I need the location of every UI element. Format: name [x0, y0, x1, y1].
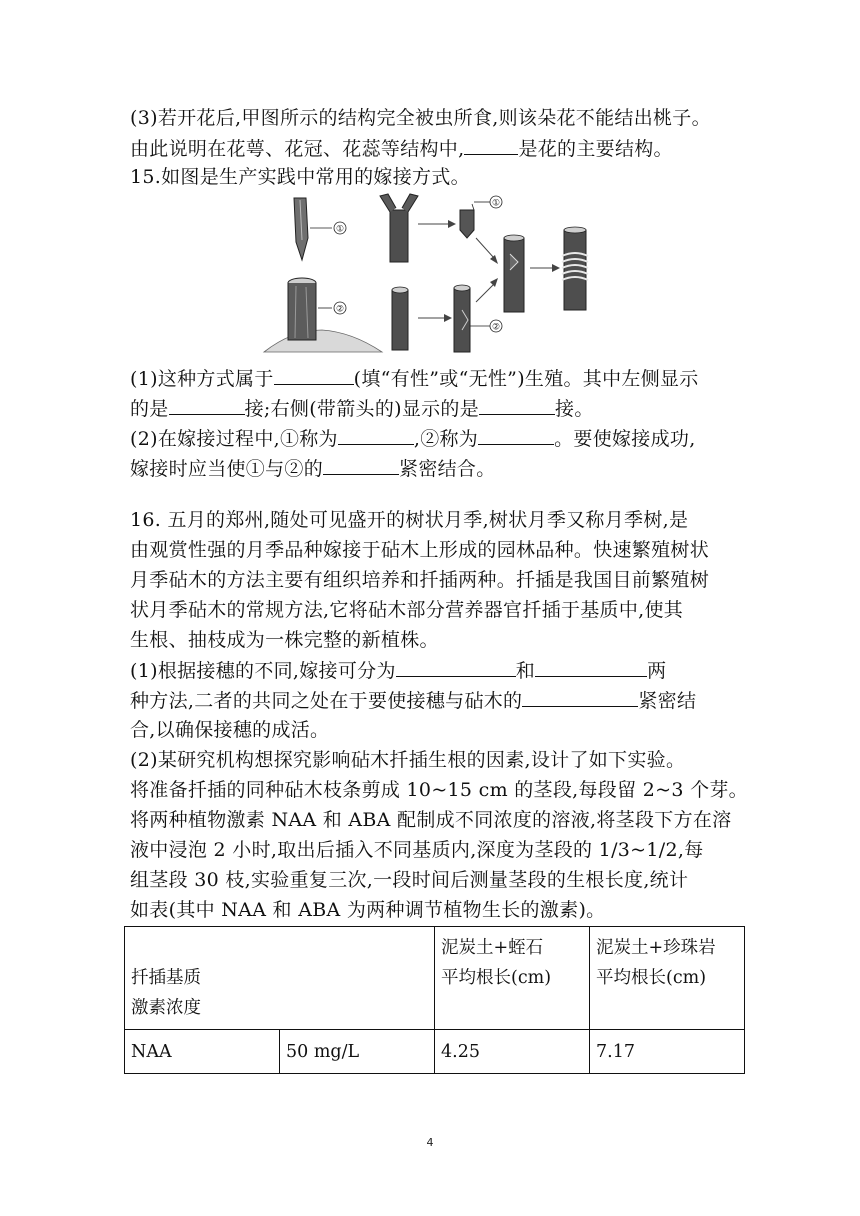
q16-line1: 16. 五月的郑州,随处可见盛开的树状月季,树状月季又称月季树,是 [130, 509, 689, 531]
answer-blank[interactable] [169, 396, 245, 415]
q15-part1-line1: (1)这种方式属于 (填“有性”或“无性”)生殖。其中左侧显示 [130, 368, 699, 390]
cell-value-perlite: 7.17 [590, 1030, 745, 1074]
page-number: 4 [426, 1136, 434, 1149]
q16-part2-line2: 将准备扦插的同种砧木枝条剪成 10~15 cm 的茎段,每段留 2~3 个芽。 [130, 779, 748, 801]
svg-text:②: ② [335, 304, 345, 315]
rooting-data-table [124, 926, 745, 1074]
q16-line2: 由观赏性强的月季品种嫁接于砧木上形成的园林品种。快速繁殖树状 [130, 539, 710, 561]
answer-blank[interactable] [478, 426, 554, 445]
q16-part1-line1: (1)根据接穗的不同,嫁接可分为 和 两 [130, 660, 667, 682]
callout-2 [318, 302, 346, 315]
header-hormone-label: 激素浓度 [131, 998, 201, 1018]
answer-blank[interactable] [522, 688, 638, 707]
cell-concentration: 50 mg/L [280, 1030, 435, 1074]
answer-blank[interactable] [323, 456, 399, 475]
q14-part3-line1: (3)若开花后,甲图所示的结构完全被虫所食,则该朵花不能结出桃子。 [130, 107, 711, 129]
q16-part2-line6: 如表(其中 NAA 和 ABA 为两种调节植物生长的激素)。 [130, 899, 606, 921]
left-graft-illustration [264, 198, 382, 352]
q14-part3-line2: 由此说明在花萼、花冠、花蕊等结构中, 是花的主要结构。 [130, 138, 673, 160]
answer-blank[interactable] [396, 658, 516, 677]
cell-hormone: NAA [125, 1030, 280, 1074]
answer-blank[interactable] [535, 658, 647, 677]
q16-line5: 生根、抽枝成为一株完整的新植株。 [130, 629, 439, 651]
q15-part1-line2: 的是 接;右侧(带箭头的)显示的是 接。 [130, 398, 594, 420]
q16-part2-line5: 组茎段 30 枝,实验重复三次,一段时间后测量茎段的生根长度,统计 [130, 869, 689, 891]
q16-line3: 月季砧木的方法主要有组织培养和扦插两种。扦插是我国目前繁殖树 [130, 569, 710, 591]
q16-part1-line2: 种方法,二者的共同之处在于要使接穗与砧木的 紧密结 [130, 690, 697, 712]
q15-part2-line1: (2)在嫁接过程中,①称为 ,②称为 。要使嫁接成功, [130, 428, 696, 450]
answer-blank[interactable] [274, 366, 354, 385]
header-col-perlite: 泥炭土+珍珠岩 平均根长(cm) [590, 927, 745, 1030]
q15-part2-line2: 嫁接时应当使①与②的 紧密结合。 [130, 458, 496, 480]
svg-text:②: ② [491, 322, 501, 333]
q16-part2-line1: (2)某研究机构想探究影响砧木扦插生根的因素,设计了如下实验。 [130, 749, 686, 771]
cell-value-vermiculite: 4.25 [435, 1030, 590, 1074]
answer-blank[interactable] [338, 426, 414, 445]
q16-part1-line3: 合,以确保接穗的成活。 [130, 719, 330, 741]
header-col-vermiculite: 泥炭土+蛭石 平均根长(cm) [435, 927, 590, 1030]
svg-text:①: ① [335, 224, 345, 235]
table-header-row [125, 927, 745, 1030]
svg-text:①: ① [491, 198, 501, 209]
q16-part2-line4: 液中浸泡 2 小时,取出后插入不同基质内,深度为茎段的 1/3~1/2,每 [130, 839, 704, 861]
header-diagonal-cell [125, 927, 435, 1030]
right-graft-sequence [380, 194, 588, 352]
answer-blank[interactable] [479, 396, 555, 415]
q16-line4: 状月季砧木的常规方法,它将砧木部分营养器官扦插于基质中,使其 [130, 599, 684, 621]
q15-title: 15.如图是生产实践中常用的嫁接方式。 [130, 166, 470, 188]
grafting-diagram [262, 190, 622, 360]
answer-blank[interactable] [464, 136, 518, 155]
q16-part2-line3: 将两种植物激素 NAA 和 ABA 配制成不同浓度的溶液,将茎段下方在溶 [130, 809, 732, 831]
callout-1 [310, 222, 346, 235]
table-row [125, 1030, 745, 1074]
header-substrate-label: 扦插基质 [131, 968, 201, 988]
